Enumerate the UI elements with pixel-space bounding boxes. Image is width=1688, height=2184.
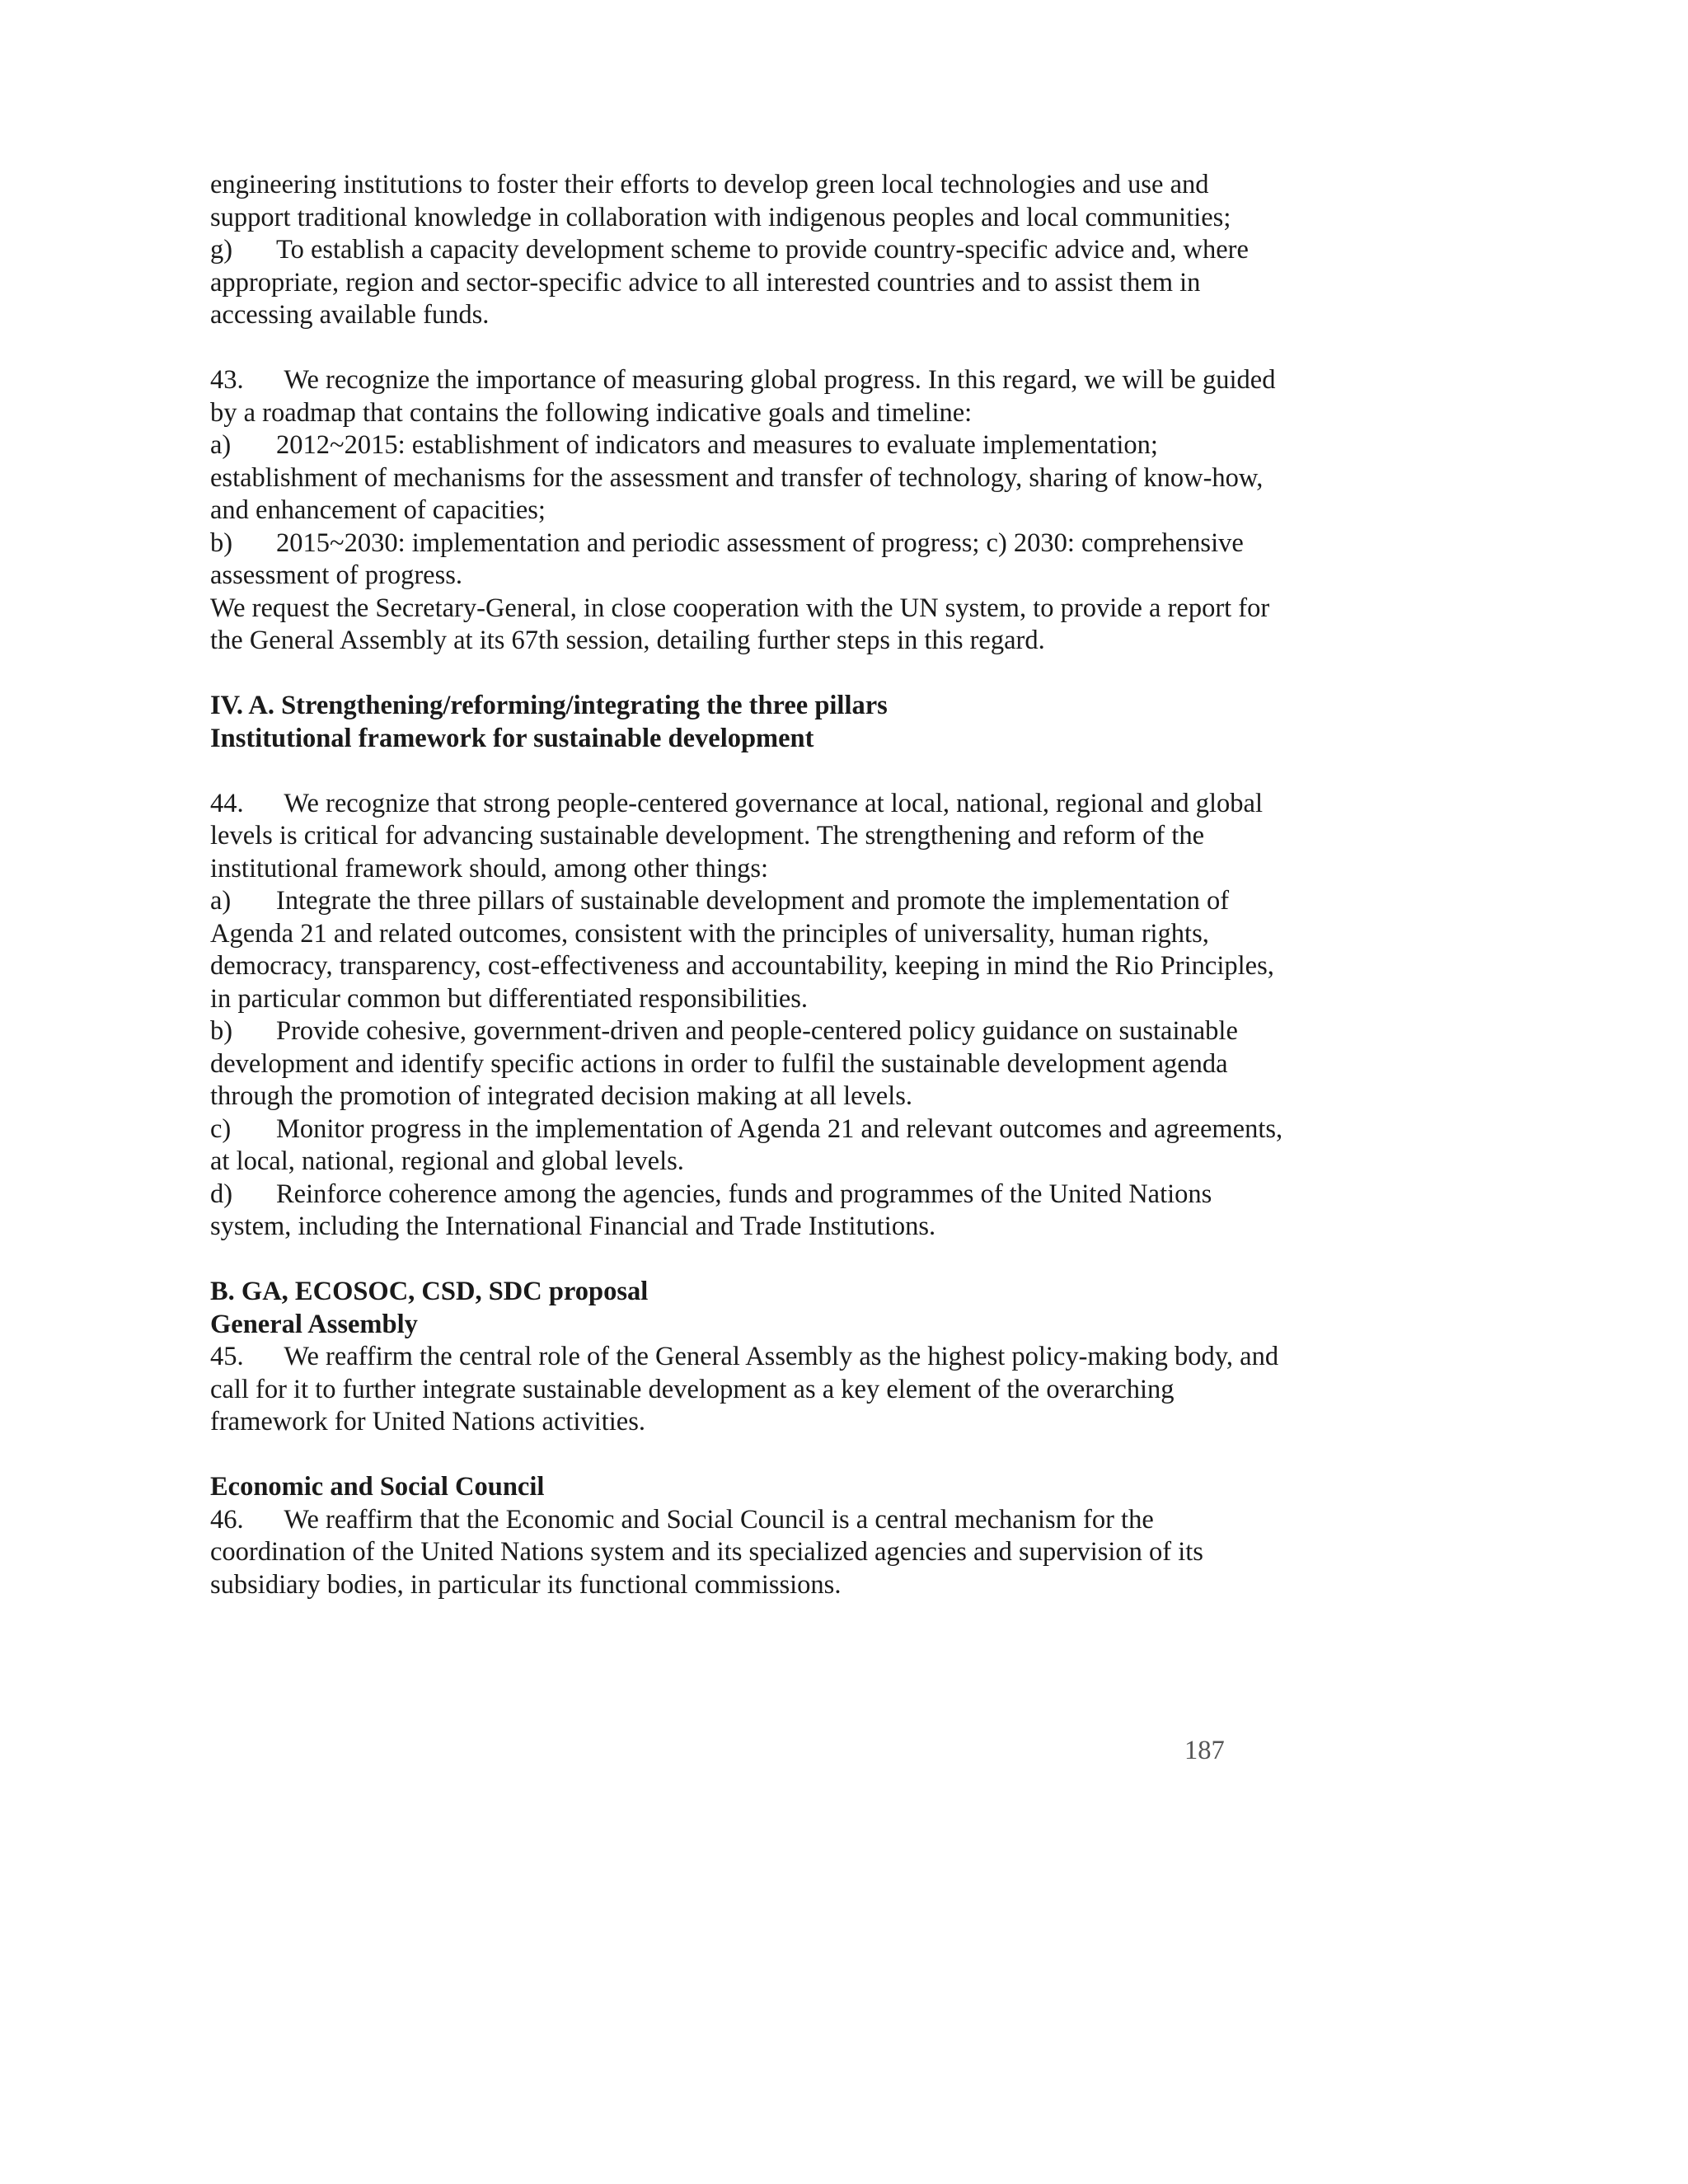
spacer xyxy=(210,1244,1286,1277)
list-item-43a xyxy=(210,429,1286,527)
paragraph-text: We reaffirm the central role of the General Assembly as the highest policy-making body, and call for it to further integrate sustainable development as a key element of the overarching framework for United Nations activities. xyxy=(210,1342,1279,1436)
page-body xyxy=(210,169,1286,1601)
list-item-44b xyxy=(210,1015,1286,1113)
section-heading-iv: IV. A. Strengthening/reforming/integrating the three pillars xyxy=(210,691,888,720)
list-item-g xyxy=(210,234,1286,332)
list-label: a) xyxy=(210,430,232,460)
paragraph-number: 46. xyxy=(210,1504,244,1535)
list-item-44a xyxy=(210,885,1286,1015)
paragraph-text: We recognize the importance of measuring global progress. In this regard, we will be guided by a roadmap that contains the following indicative goals and timeline: xyxy=(210,365,1276,428)
section-heading-b: B. GA, ECOSOC, CSD, SDC proposal xyxy=(210,1277,649,1306)
list-label: c) xyxy=(210,1113,232,1144)
paragraph-continuation: engineering institutions to foster their efforts to develop green local technologies and use and support traditional knowledge in collaboration with indigenous peoples and local communities; xyxy=(210,170,1231,232)
paragraph-number: 43. xyxy=(210,365,244,395)
list-label: g) xyxy=(210,235,233,265)
spacer xyxy=(210,755,1286,788)
list-item-43b xyxy=(210,527,1286,593)
list-text: 2012~2015: establishment of indicators and measures to evaluate implementation; establishment of mechanisms for the assessment and transfer of technology, sharing of know-how, and enhancement of capacities; xyxy=(210,430,1264,525)
spacer xyxy=(210,1439,1286,1472)
paragraph-46 xyxy=(210,1504,1286,1602)
list-label: d) xyxy=(210,1179,233,1209)
list-text: To establish a capacity development scheme to provide country-specific advice and, where appropriate, region and sector-specific advice to all interested countries and to assist them in accessing available funds. xyxy=(210,235,1249,330)
paragraph-number: 44. xyxy=(210,788,244,818)
paragraph-45 xyxy=(210,1341,1286,1439)
list-text: Monitor progress in the implementation of Agenda 21 and relevant outcomes and agreements, at local, national, regional and global levels. xyxy=(210,1113,1283,1176)
section-subheading-general-assembly: General Assembly xyxy=(210,1309,418,1339)
paragraph-number: 45. xyxy=(210,1342,244,1371)
paragraph-text: We recognize that strong people-centered governance at local, national, regional and global levels is critical for advancing sustainable development. The strengthening and reform of the institutional framework should, among other things: xyxy=(210,788,1264,883)
spacer xyxy=(210,658,1286,691)
list-text: Integrate the three pillars of sustainable development and promote the implementation of Agenda 21 and related outcomes, consistent with the principles of universality, human rights, democracy, transparency, cost-effectiveness and accountability, keeping in mind the Rio Principles, in particular common but differentiated responsibilities. xyxy=(210,886,1274,1014)
list-label: a) xyxy=(210,886,232,916)
paragraph-43 xyxy=(210,364,1286,429)
paragraph-44 xyxy=(210,788,1286,886)
section-subheading-iv: Institutional framework for sustainable development xyxy=(210,723,814,753)
spacer xyxy=(210,332,1286,365)
paragraph-text: We reaffirm that the Economic and Social Council is a central mechanism for the coordination of the United Nations system and its specialized agencies and supervision of its subsidiary bodies, in particular its functional commissions. xyxy=(210,1504,1203,1600)
list-label: b) xyxy=(210,1016,233,1046)
section-subheading-ecosoc: Economic and Social Council xyxy=(210,1472,545,1502)
list-label: b) xyxy=(210,527,233,558)
list-text: Reinforce coherence among the agencies, funds and programmes of the United Nations system, including the International Financial and Trade Institutions. xyxy=(210,1179,1212,1241)
list-text: Provide cohesive, government-driven and people-centered policy guidance on sustainable development and identify specific actions in order to fulfil the sustainable development agenda through the promotion of integrated decision making at all levels. xyxy=(210,1016,1238,1111)
list-text: 2015~2030: implementation and periodic assessment of progress; c) 2030: comprehensive assessment of progress. xyxy=(210,527,1244,590)
paragraph-43-request: We request the Secretary-General, in close cooperation with the UN system, to provide a report for the General Assembly at its 67th session, detailing further steps in this regard. xyxy=(210,593,1270,655)
page-number: 187 xyxy=(1184,1736,1225,1765)
list-item-44d xyxy=(210,1179,1286,1244)
list-item-44c xyxy=(210,1113,1286,1179)
